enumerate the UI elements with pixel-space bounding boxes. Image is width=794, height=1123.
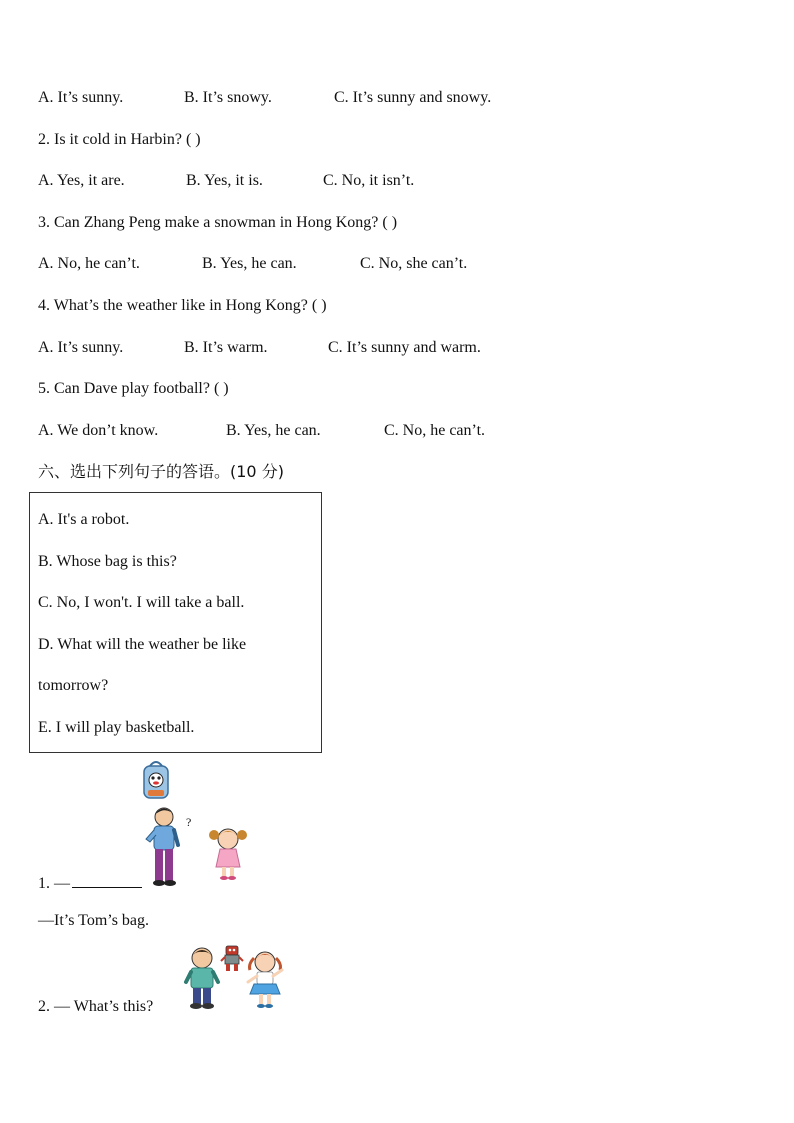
choice-d: D. What will the weather be like: [38, 636, 247, 653]
section6-heading: 六、选出下列句子的答语。(10 分): [38, 462, 284, 481]
q2-option-a[interactable]: A. Yes, it are.: [38, 172, 125, 189]
q5-option-c[interactable]: C. No, he can’t.: [384, 422, 486, 439]
q1-line: [38, 872, 142, 894]
q3-option-a[interactable]: A. No, he can’t.: [38, 255, 140, 272]
q2-line: 2. — What’s this?: [38, 998, 154, 1015]
q1-prefix: 1. —: [38, 875, 70, 892]
choice-c: C. No, I won't. I will take a ball.: [38, 594, 245, 611]
q2-option-b[interactable]: B. Yes, it is.: [186, 172, 263, 189]
choice-a: A. It's a robot.: [38, 511, 130, 528]
backpack-icon: [140, 760, 172, 800]
q4-option-b[interactable]: B. It’s warm.: [184, 339, 268, 356]
choice-e: E. I will play basketball.: [38, 719, 195, 736]
q3-option-b[interactable]: B. Yes, he can.: [202, 255, 297, 272]
q1-option-b[interactable]: B. It’s snowy.: [184, 89, 272, 106]
q4-text: 4. What’s the weather like in Hong Kong? ( ): [38, 297, 327, 314]
question-mark: ?: [186, 815, 192, 829]
boy-figure-2: [184, 946, 220, 1010]
choice-b: B. Whose bag is this?: [38, 553, 177, 570]
q5-option-b[interactable]: B. Yes, he can.: [226, 422, 321, 439]
q4-option-c[interactable]: C. It’s sunny and warm.: [328, 339, 481, 356]
choice-d-continued: tomorrow?: [38, 677, 109, 694]
q1-answer-blank[interactable]: [72, 872, 142, 888]
answer-choices-box: [29, 492, 322, 753]
q4-option-a[interactable]: A. It’s sunny.: [38, 339, 124, 356]
girl-figure-2: [244, 948, 286, 1010]
q5-option-a[interactable]: A. We don’t know.: [38, 422, 159, 439]
q5-text: 5. Can Dave play football? ( ): [38, 380, 229, 397]
boy-figure: [142, 805, 182, 887]
robot-toy-icon: [221, 944, 243, 972]
q2-option-c[interactable]: C. No, it isn’t.: [323, 172, 415, 189]
q1-option-c[interactable]: C. It’s sunny and snowy.: [334, 89, 492, 106]
q1-answer: —It’s Tom’s bag.: [38, 912, 150, 929]
q3-text: 3. Can Zhang Peng make a snowman in Hong Kong? ( ): [38, 214, 398, 231]
q1-option-a[interactable]: A. It’s sunny.: [38, 89, 124, 106]
q2-text: 2. Is it cold in Harbin? ( ): [38, 131, 201, 148]
q3-option-c[interactable]: C. No, she can’t.: [360, 255, 468, 272]
girl-figure: [206, 825, 250, 881]
